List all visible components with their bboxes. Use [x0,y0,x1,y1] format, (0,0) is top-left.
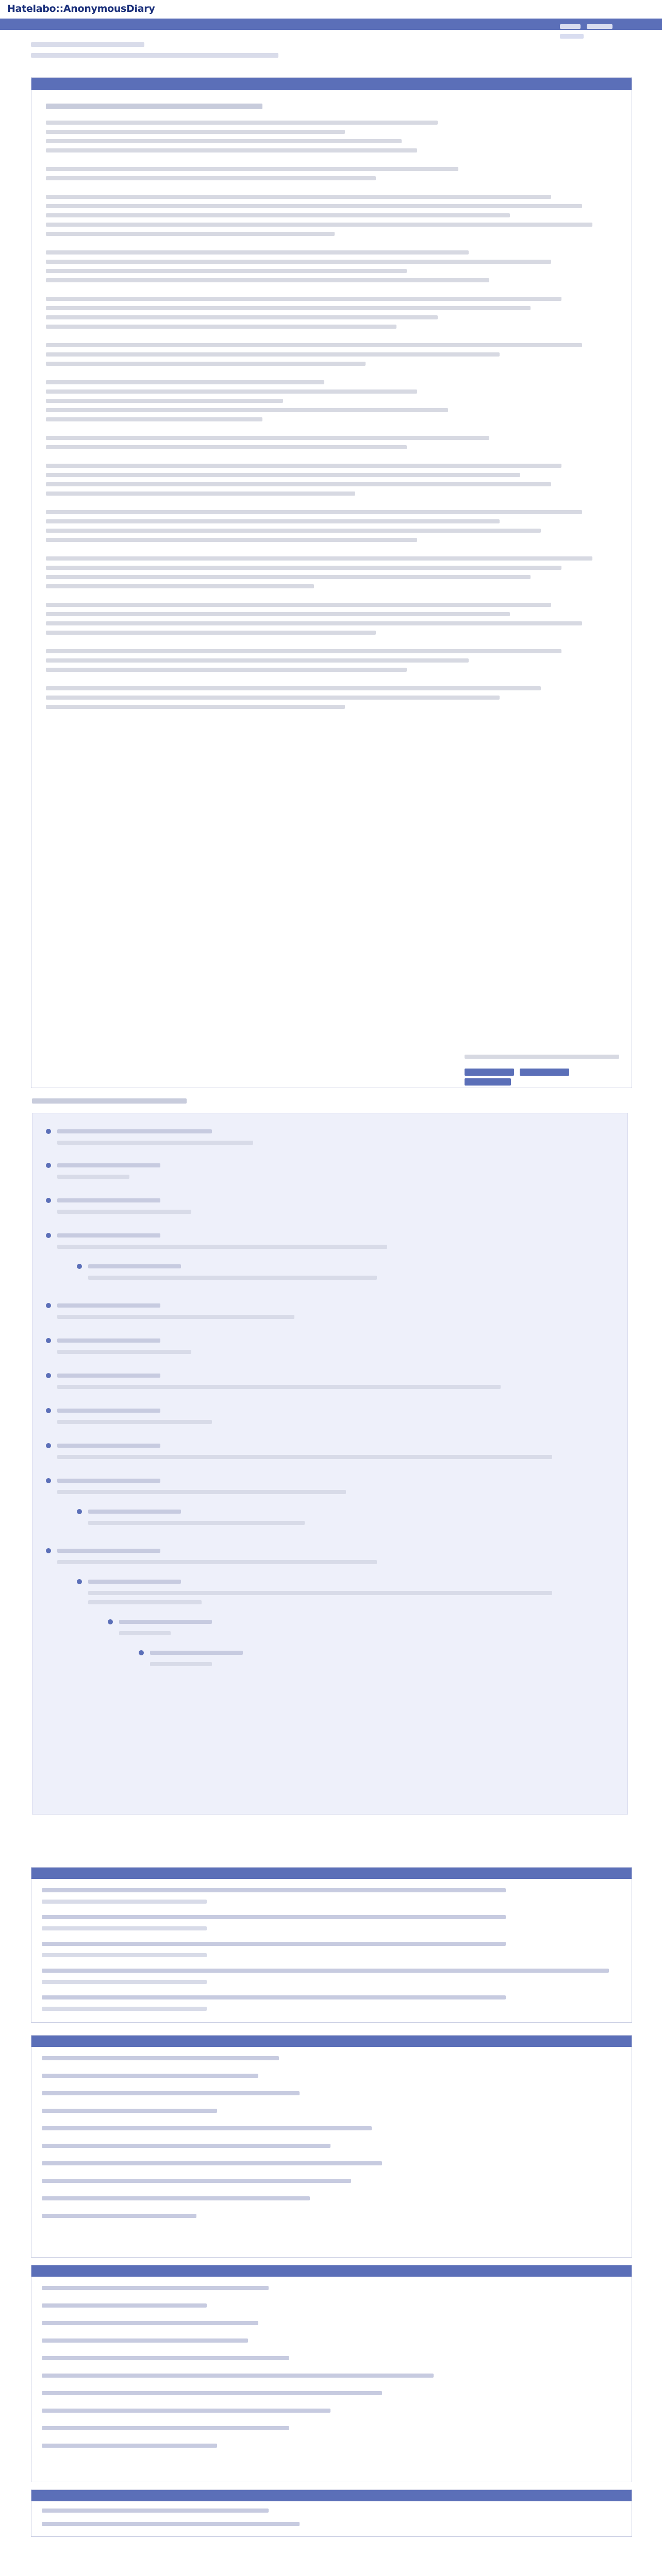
hatena-info-section [31,2489,632,2537]
breadcrumb [31,42,320,58]
share-buttons [465,1068,619,1075]
site-logo[interactable]: Hatelabo::AnonymousDiary [7,3,155,14]
bookmark-comments-section [31,1867,632,2023]
entry-date-bar [31,78,632,90]
site-header [0,0,662,19]
header-links [554,21,641,27]
entry-body [46,104,613,714]
list-bullet [46,1129,51,1134]
entry-panel [31,77,632,1088]
comments-heading [32,1098,187,1104]
site-subheader [0,19,662,30]
comments-section [32,1113,628,1815]
entry-footer-links [465,1055,619,1059]
attention-entries-section [31,2265,632,2482]
popular-entries-section [31,2035,632,2258]
